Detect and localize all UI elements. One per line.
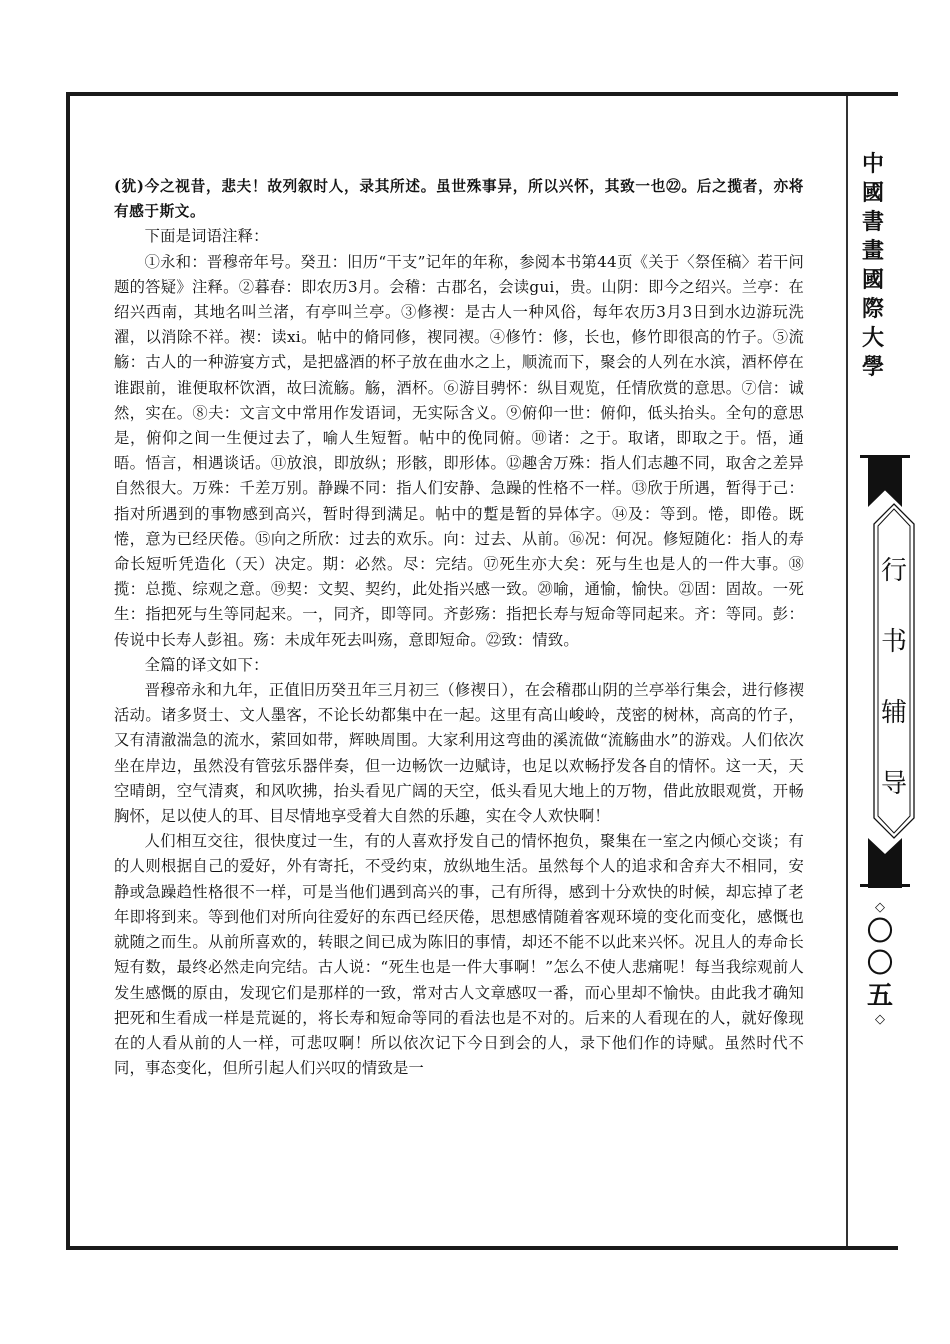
ornament-bottom-line	[860, 884, 910, 887]
series-title-char: 際	[861, 296, 884, 322]
section-title	[872, 536, 916, 820]
frame-top-rule	[66, 92, 898, 96]
original-text-ending: (犹)今之视昔，悲夫！故列叙时人，录其所述。虽世殊事异，所以兴怀，其致一也㉒。后之揽者，亦将有感于斯文。	[114, 178, 804, 221]
series-title-char: 畫	[861, 238, 884, 264]
page-number	[860, 900, 900, 1028]
sidebar-divider	[846, 96, 848, 1246]
section-title-char: 书	[880, 627, 907, 657]
series-title-char: 國	[861, 180, 884, 206]
series-title-char: 中	[861, 151, 884, 177]
notes-heading: 下面是词语注释：	[144, 227, 269, 246]
word-notes: ①永和：晋穆帝年号。癸丑：旧历“干支”记年的年称，参阅本书第44页《关于〈祭侄稿〉若干问题的答疑》注释。②暮春：即农历3月。会稽：古郡名，会读gui，贵。山阴：即今之绍兴。兰亭：在绍兴西南，其地名叫兰渚，有亭叫兰亭。③修禊：是古人一种风俗，每年农历3月3日到水边游玩洗濯，以消除不祥。禊：读xi。帖中的脩同修，褉同禊。④修竹：修，长也，修竹即很高的竹子。⑤流觞：古人的一种游宴方式，是把盛酒的杯子放在曲水之上，顺流而下，聚会的人列在水滨，酒杯停在谁跟前，谁便取杯饮酒，故曰流觞。觞，酒杯。⑥游目骋怀：纵目观览，任情欣赏的意思。⑦信：诚然，实在。⑧夫：文言文中常用作发语词，无实际含义。⑨俯仰一世：俯仰，低头抬头。全句的意思是，俯仰之间一生便过去了，喻人生短暂。帖中的俛同俯。⑩诸：之于。取诸，即取之于。悟，通晤。悟言，相遇谈话。⑪放浪，即放纵；形骸，即形体。⑫趣舍万殊：指人们志趣不同，取舍之差异自然很大。万殊：千差万别。静躁不同：指人们安静、急躁的性格不一样。⑬欣于所遇，暂得于己：指对所遇到的事物感到高兴，暂时得到满足。帖中的蹔是暂的异体字。⑭及：等到。惓，即倦。既惓，意为已经厌倦。⑮向之所欣：过去的欢乐。向：过去、从前。⑯况：何况。修短随化：指人的寿命长短听凭造化（天）决定。期：必然。尽：完结。⑰死生亦大矣：死与生也是人的一件大事。⑱揽：总揽、综观之意。⑲契：文契、契约，此处指兴感一致。⑳喻，通愉，愉快。㉑固：固故。一死生：指把死与生等同起来。一，同齐，即等同。齐彭殇：指把长寿与短命等同起来。齐：等同。彭：传说中长寿人彭祖。殇：未成年死去叫殇，意即短命。㉒致：情致。	[114, 252, 804, 649]
series-title-char: 學	[861, 354, 884, 380]
main-text	[114, 174, 804, 1081]
page-number-char: 〇	[866, 949, 893, 979]
series-title-char: 大	[861, 325, 884, 351]
section-title-char: 行	[880, 556, 907, 586]
section-title-char: 导	[880, 769, 907, 799]
page-number-char: 五	[866, 981, 893, 1011]
diamond-icon: ◇	[875, 1012, 885, 1027]
diamond-icon: ◇	[875, 900, 885, 915]
series-title-char: 書	[861, 209, 884, 235]
frame-bottom-rule	[66, 1246, 898, 1250]
translation-heading: 全篇的译文如下：	[144, 655, 269, 674]
series-title	[858, 150, 888, 382]
page-number-char: 〇	[866, 917, 893, 947]
translation-paragraph-1: 晋穆帝永和九年，正值旧历癸丑年三月初三（修禊日），在会稽郡山阴的兰亭举行集会，进行修禊活动。诸多贤士、文人墨客，不论长幼都集中在一起。这里有高山峻岭，茂密的树林，高高的竹子，又有清澈湍急的流水，萦回如带，辉映周围。大家利用这弯曲的溪流做“流觞曲水”的游戏。人们依次坐在岸边，虽然没有管弦乐器伴奏，但一边畅饮一边赋诗，也足以欢畅抒发各自的情怀。这一天，天空晴朗，空气清爽，和风吹拂，抬头看见广阔的天空，低头看见大地上的万物，借此放眼观赏，开畅胸怀，足以使人的耳、目尽情地享受着大自然的乐趣，实在令人欢快啊！	[114, 681, 804, 826]
translation-paragraph-2: 人们相互交往，很快度过一生，有的人喜欢抒发自己的情怀抱负，聚集在一室之内倾心交谈；有的人则根据自己的爱好，外有寄托，不受约束，放纵地生活。虽然每个人的追求和舍弃大不相同，安静或急躁趋性格很不一样，可是当他们遇到高兴的事，己有所得，感到十分欢快的时候，却忘掉了老年即将到来。等到他们对所向往爱好的东西已经厌倦，思想感情随着客观环境的变化而变化，感慨也就随之而生。从前所喜欢的，转眼之间已成为陈旧的事情，却还不能不以此来兴怀。况且人的寿命长短有数，最终必然走向完结。古人说：“死生也是一件大事啊！”怎么不使人悲痛呢！每当我综观前人发生感慨的原由，发现它们是那样的一致，常对古人文章感叹一番，而心里却不愉快。由此我才确知把死和生看成一样是荒诞的，将长寿和短命等同的看法也是不对的。后来的人看现在的人，就好像现在的人看从前的人一样，可悲叹啊！所以依次记下今日到会的人，录下他们作的诗赋。虽然时代不同，事态变化，但所引起人们兴叹的情致是一	[114, 832, 804, 1078]
section-title-char: 辅	[880, 698, 907, 728]
ornament-bottom-band	[868, 838, 902, 888]
frame-left-rule	[66, 92, 70, 1250]
series-title-char: 國	[861, 267, 884, 293]
ornament-top-band	[868, 455, 902, 507]
